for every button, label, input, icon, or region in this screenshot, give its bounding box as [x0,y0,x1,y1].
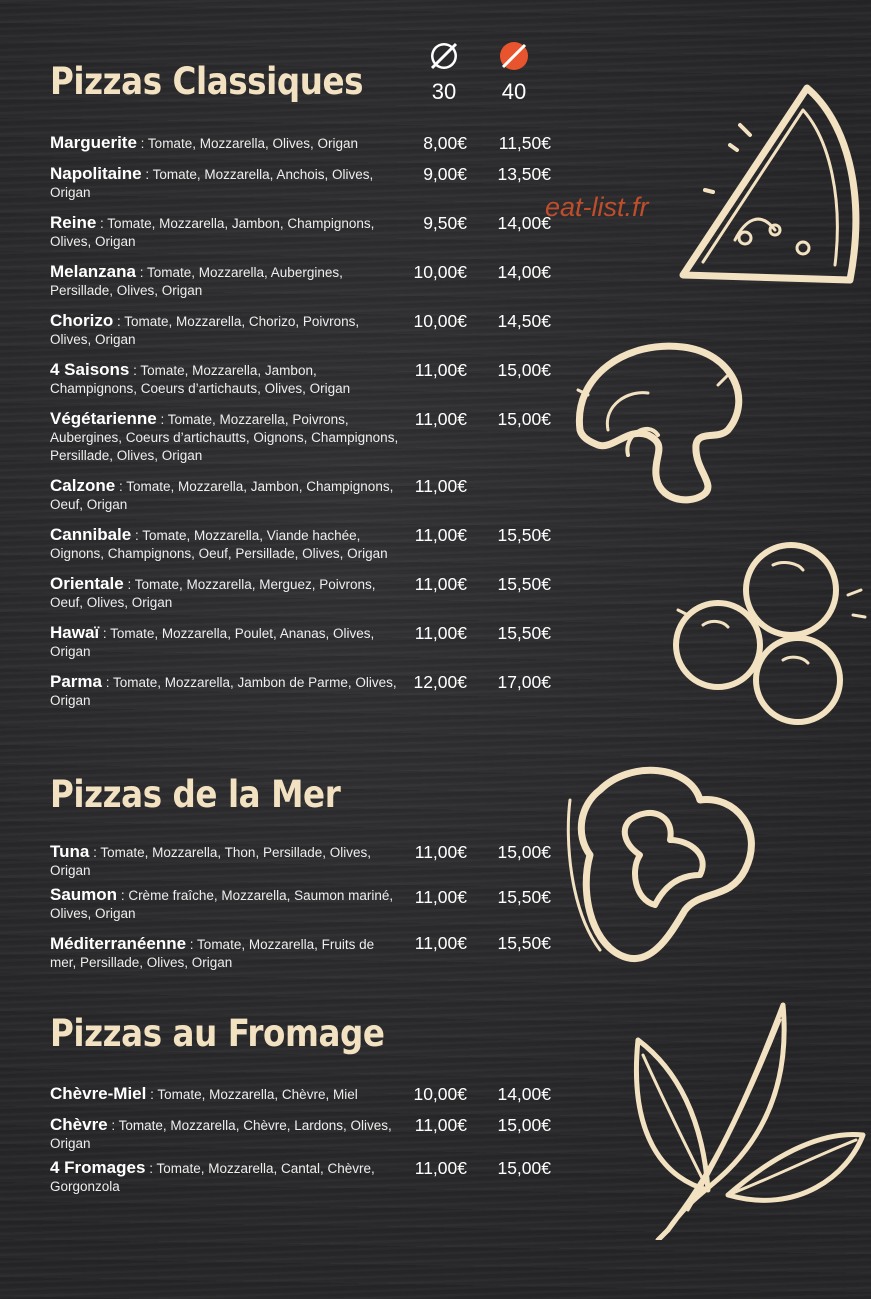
item-name: Reine [50,213,97,232]
item-name: Chorizo [50,311,114,330]
menu-item-reine [50,214,400,251]
price-30: 11,00€ [414,1115,467,1135]
watermark: eat-list.fr [545,192,649,222]
price-30: 11,00€ [414,476,467,496]
item-desc: : Tomate, Mozzarella, Merguez, Poivrons, Oeuf, Olives, Origan [50,577,376,610]
pepper-icon [560,760,770,975]
item-name: Chèvre [50,1115,108,1134]
item-desc: : Tomate, Mozzarella, Poulet, Ananas, Olives, Origan [50,626,375,659]
price-40: 14,00€ [497,262,551,282]
diameter-icon [498,40,530,72]
price-30: 9,50€ [423,213,467,233]
price-40: 15,50€ [497,525,551,545]
price-40: 15,50€ [497,933,551,953]
item-name: Méditerranéenne [50,934,187,953]
price-30: 10,00€ [413,262,467,282]
menu-item-mediterraneenne [50,935,400,972]
menu-item-melanzana [50,263,400,300]
price-40: 15,50€ [497,887,551,907]
price-40: 15,50€ [497,623,551,643]
price-40: 15,50€ [497,574,551,594]
item-desc: : Tomate, Mozzarella, Viande hachée, Oignons, Champignons, Oeuf, Persillade, Olives, Origan [50,528,388,561]
section-title-classiques: Pizzas Classiques [50,60,364,103]
menu-item-orientale [50,575,400,612]
item-desc: : Tomate, Mozzarella, Chèvre, Miel [146,1087,358,1102]
item-desc: : Tomate, Mozzarella, Fruits de mer, Persillade, Olives, Origan [50,937,375,970]
size-label-30: 30 [431,79,457,104]
item-name: 4 Fromages [50,1158,146,1177]
menu-item-saumon [50,886,400,923]
item-name: Tuna [50,842,90,861]
item-desc: : Tomate, Mozzarella, Jambon, Champignons, Olives, Origan [50,216,375,249]
menu-item-marguerite [50,134,400,153]
price-40: 15,00€ [497,1158,551,1178]
mushroom-icon [568,335,748,510]
menu-item-napolitaine [50,165,400,202]
menu-item-vegetarienne [50,410,400,465]
item-name: Napolitaine [50,164,142,183]
price-30: 11,00€ [414,842,467,862]
menu-item-4-saisons [50,361,400,398]
item-name: Végétarienne [50,409,157,428]
item-name: Hawaï [50,623,100,642]
price-30: 10,00€ [413,1084,467,1104]
price-40: 11,50€ [498,133,551,153]
menu-item-parma [50,673,400,710]
section-title-mer: Pizzas de la Mer [50,773,341,816]
price-30: 8,00€ [423,133,467,153]
price-40: 14,00€ [497,1084,551,1104]
menu-item-calzone [50,477,400,514]
item-name: Orientale [50,574,124,593]
item-name: Saumon [50,885,118,904]
item-desc: : Tomate, Mozzarella, Poivrons, Aubergines, Coeurs d’artichautts, Oignons, Champignons, Persillade, Olives, Origan [50,412,399,463]
section-title-fromage: Pizzas au Fromage [50,1012,385,1055]
price-30: 10,00€ [413,311,467,331]
item-desc: : Tomate, Mozzarella, Jambon, Champignons, Coeurs d’artichauts, Olives, Origan [50,363,351,396]
size-header-40 [484,40,544,105]
price-30: 11,00€ [414,887,467,907]
item-desc: : Tomate, Mozzarella, Jambon, Champignons, Oeuf, Origan [50,479,394,512]
item-desc: : Tomate, Mozzarella, Aubergines, Persillade, Olives, Origan [50,265,343,298]
price-30: 9,00€ [423,164,467,184]
item-desc: : Tomate, Mozzarella, Cantal, Chèvre, Gorgonzola [50,1161,375,1194]
menu-item-cannibale [50,526,410,563]
price-30: 11,00€ [414,623,467,643]
price-30: 11,00€ [414,525,467,545]
item-desc: : Tomate, Mozzarella, Chorizo, Poivrons, Olives, Origan [50,314,360,347]
price-40: 17,00€ [497,672,551,692]
item-desc: : Tomate, Mozzarella, Olives, Origan [136,136,359,151]
price-30: 11,00€ [414,409,467,429]
item-name: Calzone [50,476,116,495]
menu-item-chevre [50,1116,400,1153]
price-30: 11,00€ [414,933,467,953]
item-name: 4 Saisons [50,360,130,379]
size-header-30 [414,40,474,105]
item-name: Parma [50,672,102,691]
menu-item-chevre-miel [50,1085,400,1104]
item-name: Marguerite [50,133,137,152]
item-name: Cannibale [50,525,132,544]
item-desc: : Tomate, Mozzarella, Jambon de Parme, Olives, Origan [50,675,397,708]
diameter-icon [428,40,460,72]
price-40: 14,00€ [497,213,551,233]
price-40: 13,50€ [497,164,551,184]
menu-item-4-fromages [50,1159,400,1196]
price-30: 12,00€ [413,672,467,692]
price-30: 11,00€ [414,360,467,380]
item-desc: : Tomate, Mozzarella, Thon, Persillade, Olives, Origan [50,845,371,878]
price-40: 15,00€ [497,1115,551,1135]
size-label-40: 40 [501,79,527,104]
item-desc: : Tomate, Mozzarella, Anchois, Olives, Origan [50,167,374,200]
item-name: Melanzana [50,262,136,281]
price-40: 15,00€ [497,409,551,429]
pizza-slice-icon [675,80,871,295]
menu-item-tuna [50,843,400,880]
item-desc: : Tomate, Mozzarella, Chèvre, Lardons, Olives, Origan [50,1118,392,1151]
price-40: 15,00€ [497,360,551,380]
price-40: 14,50€ [497,311,551,331]
menu-item-chorizo [50,312,400,349]
menu-item-hawai [50,624,400,661]
basil-icon [608,1000,868,1240]
price-40: 15,00€ [497,842,551,862]
item-name: Chèvre-Miel [50,1084,147,1103]
price-30: 11,00€ [414,1158,467,1178]
item-desc: : Crème fraîche, Mozzarella, Saumon mariné, Olives, Origan [50,888,394,921]
olives-icon [673,535,868,730]
price-30: 11,00€ [414,574,467,594]
